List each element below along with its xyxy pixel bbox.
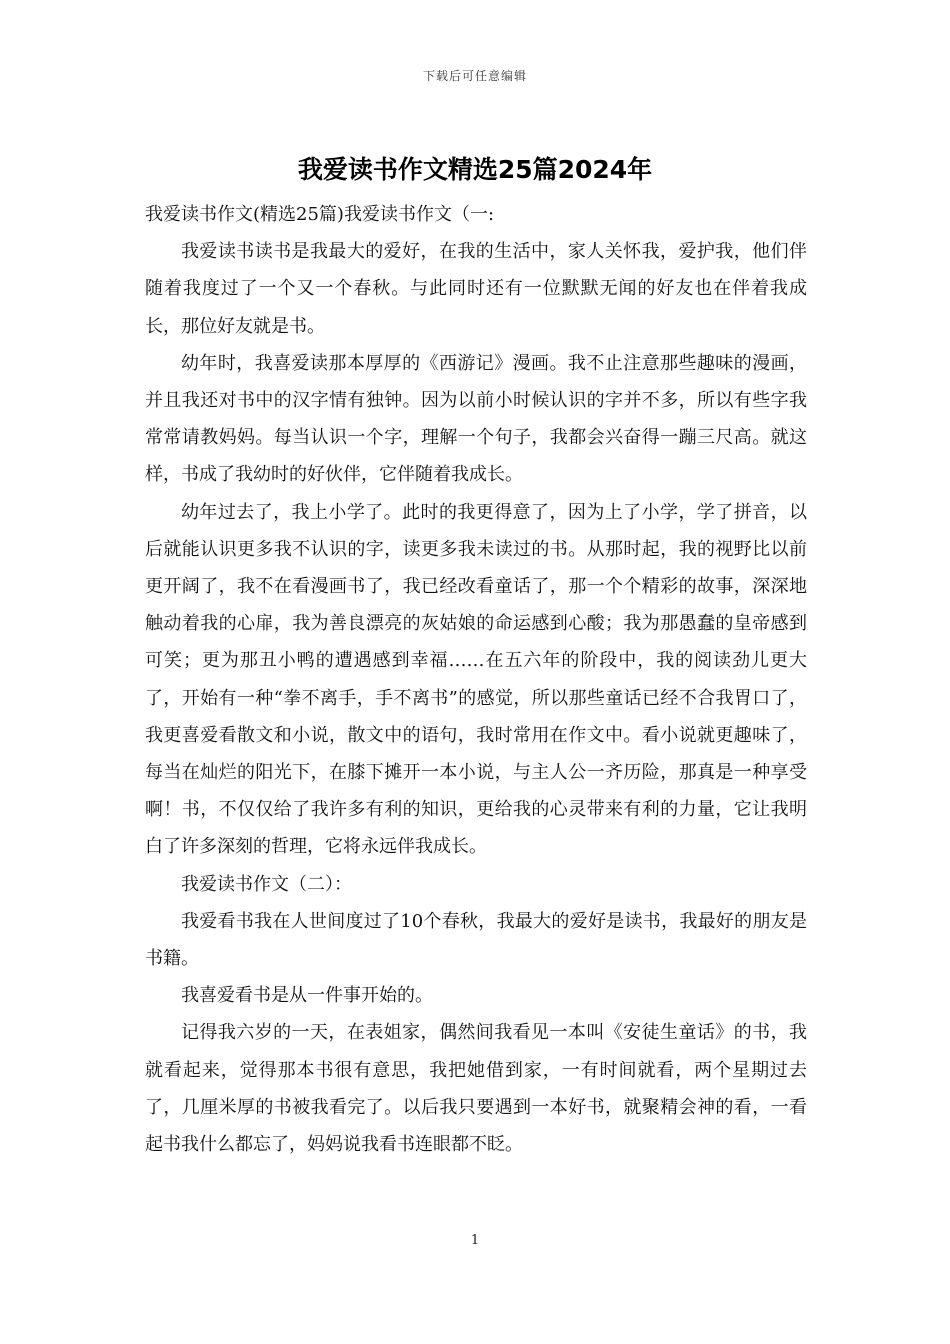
paragraph: 我爱读书作文（二）： xyxy=(181,873,352,895)
paragraph: 幼年过去了，我上小学了。此时的我更得意了，因为上了小学，学了拼音，以后就能认识更多我不认识的字，读更多我未读过的书。从那时起，我的视野比以前更开阔了，我不在看漫画书了，我已经改看童话了，那一个个精彩的故事，深深地触动着我的心扉，我为善良漂亮的灰姑娘的命运感到心酸；我为那愚蠢的皇帝感到可笑；更为那丑小鸭的遭遇感到幸福……在五六年的阶段中，我的阅读劲儿更大了，开始有一种“拳不离手，手不离书”的感觉，所以那些童话已经不合我胃口了，我更喜爱看散文和小说，散文中的语句，我时常用在作文中。看小说就更趣味了，每当在灿烂的阳光下，在膝下摊开一本小说，与主人公一齐历险，那真是一种享受啊！书，不仅仅给了我许多有利的知识，更给我的心灵带来有利的力量，它让我明白了许多深刻的哲理，它将永远伴我成长。 xyxy=(145,501,807,858)
paragraph: 我喜爱看书是从一件事开始的。 xyxy=(181,985,433,1007)
document-title: 我爱读书作文精选25篇2024年 xyxy=(297,155,653,184)
paragraph: 我爱看书我在人世间度过了10个春秋，我最大的爱好是读书，我最好的朋友是书籍。 xyxy=(145,910,807,970)
document-body xyxy=(145,196,807,1163)
page-number: 1 xyxy=(470,1233,480,1248)
paragraph: 记得我六岁的一天，在表姐家，偶然间我看见一本叫《安徒生童话》的书，我就看起来，觉得那本书很有意思，我把她借到家，一有时间就看，两个星期过去了，几厘米厚的书被我看完了。以后我只要遇到一本好书，就聚精会神的看，一看起书我什么都忘了，妈妈说我看书连眼都不眨。 xyxy=(145,1022,807,1156)
paragraph: 幼年时，我喜爱读那本厚厚的《西游记》漫画。我不止注意那些趣味的漫画，并且我还对书中的汉字情有独钟。因为以前小时候认识的字并不多，所以有些字我常常请教妈妈。每当认识一个字，理解一个句子，我都会兴奋得一蹦三尺高。就这样，书成了我幼时的好伙伴，它伴随着我成长。 xyxy=(145,352,807,486)
paragraph: 我爱读书作文(精选25篇)我爱读书作文（一: xyxy=(145,204,495,225)
paragraph: 我爱读书读书是我最大的爱好，在我的生活中，家人关怀我，爱护我，他们伴随着我度过了一个又一个春秋。与此同时还有一位默默无闻的好友也在伴着我成长，那位好友就是书。 xyxy=(145,241,807,337)
header-note: 下载后可任意编辑 xyxy=(422,69,527,83)
